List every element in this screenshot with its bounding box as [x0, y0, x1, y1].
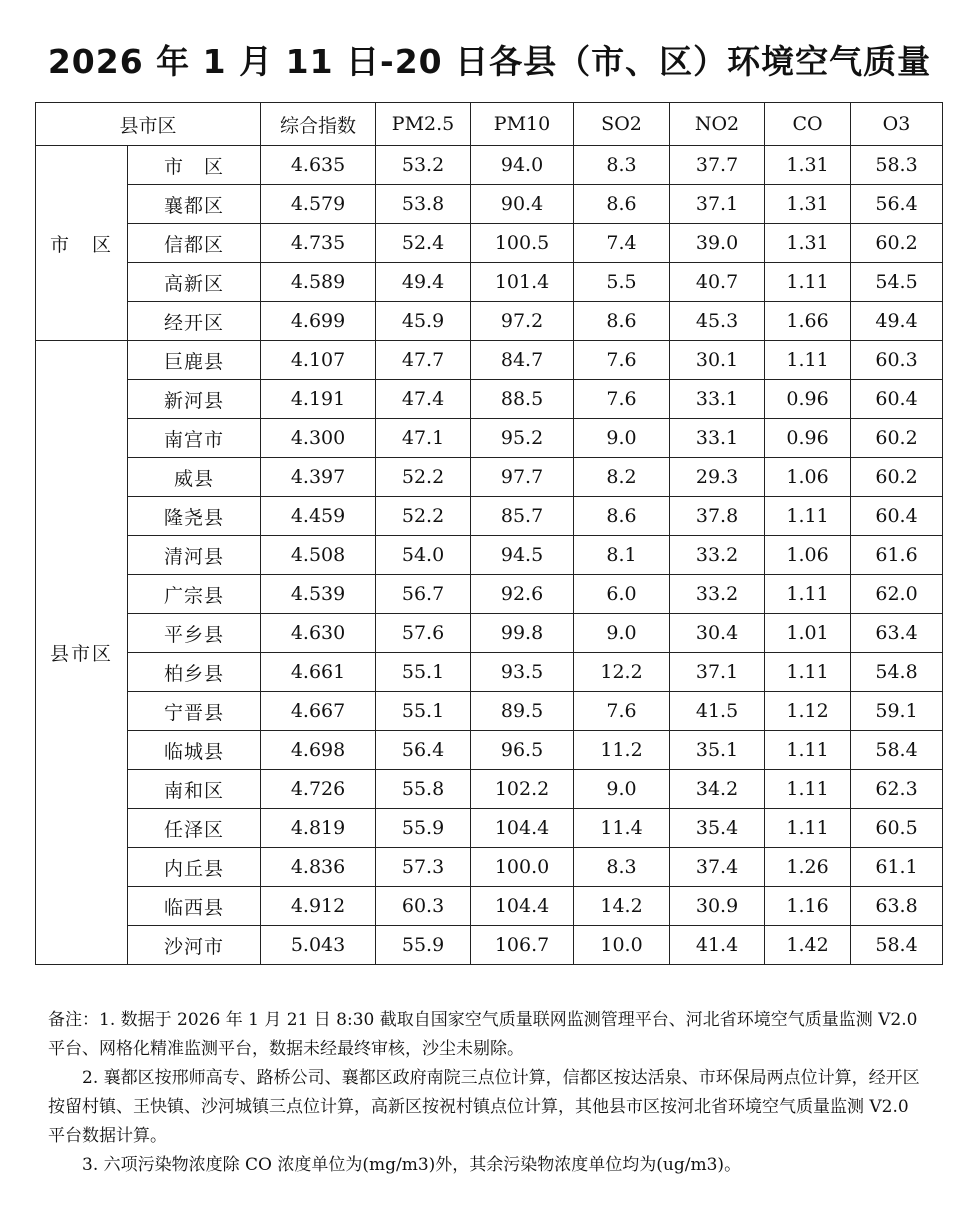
table-row	[36, 146, 943, 185]
composite-index-cell: 4.539	[261, 575, 376, 614]
air-quality-table	[35, 102, 943, 965]
no2-cell: 40.7	[670, 263, 765, 302]
so2-cell: 14.2	[574, 887, 670, 926]
header-no2: NO2	[670, 103, 765, 146]
pm25-cell: 52.4	[376, 224, 471, 263]
header-composite-index: 综合指数	[261, 103, 376, 146]
pm25-cell: 53.2	[376, 146, 471, 185]
pm25-cell: 60.3	[376, 887, 471, 926]
no2-cell: 37.8	[670, 497, 765, 536]
region-name: 襄都区	[128, 185, 261, 224]
o3-cell: 59.1	[851, 692, 943, 731]
header-row	[36, 103, 943, 146]
pm25-cell: 56.4	[376, 731, 471, 770]
note-3: 3. 六项污染物浓度除 CO 浓度单位为(mg/m3)外，其余污染物浓度单位均为(ug/m3)。	[82, 1155, 742, 1175]
composite-index-cell: 4.300	[261, 419, 376, 458]
region-name: 平乡县	[128, 614, 261, 653]
o3-cell: 49.4	[851, 302, 943, 341]
composite-index-cell: 4.836	[261, 848, 376, 887]
header-region: 县市区	[36, 103, 261, 146]
table-row	[36, 380, 943, 419]
region-name: 隆尧县	[128, 497, 261, 536]
pm10-cell: 88.5	[471, 380, 574, 419]
so2-cell: 9.0	[574, 614, 670, 653]
pm25-cell: 47.1	[376, 419, 471, 458]
so2-cell: 8.1	[574, 536, 670, 575]
so2-cell: 9.0	[574, 419, 670, 458]
no2-cell: 37.7	[670, 146, 765, 185]
pm10-cell: 94.5	[471, 536, 574, 575]
composite-index-cell: 4.630	[261, 614, 376, 653]
co-cell: 1.11	[765, 263, 851, 302]
so2-cell: 12.2	[574, 653, 670, 692]
o3-cell: 56.4	[851, 185, 943, 224]
table-row	[36, 614, 943, 653]
o3-cell: 60.4	[851, 380, 943, 419]
region-name: 巨鹿县	[128, 341, 261, 380]
co-cell: 0.96	[765, 380, 851, 419]
note-2: 2. 襄都区按邢师高专、路桥公司、襄都区政府南院三点位计算，信都区按达活泉、市环保局两点位计算，经开区按留村镇、王快镇、沙河城镇三点位计算，高新区按祝村镇点位计算，其他县市区按河北省环境空气质量监测 V2.0 平台数据计算。	[48, 1068, 920, 1146]
pm10-cell: 102.2	[471, 770, 574, 809]
region-name: 宁晋县	[128, 692, 261, 731]
co-cell: 1.06	[765, 536, 851, 575]
pm25-cell: 55.1	[376, 653, 471, 692]
table-row	[36, 536, 943, 575]
notes	[48, 1006, 928, 1180]
co-cell: 1.11	[765, 341, 851, 380]
co-cell: 1.11	[765, 575, 851, 614]
region-name: 临城县	[128, 731, 261, 770]
composite-index-cell: 4.191	[261, 380, 376, 419]
pm10-cell: 94.0	[471, 146, 574, 185]
composite-index-cell: 4.667	[261, 692, 376, 731]
pm10-cell: 85.7	[471, 497, 574, 536]
table-row	[36, 497, 943, 536]
so2-cell: 10.0	[574, 926, 670, 965]
pm10-cell: 100.5	[471, 224, 574, 263]
so2-cell: 8.6	[574, 185, 670, 224]
no2-cell: 37.1	[670, 653, 765, 692]
table-row	[36, 809, 943, 848]
table-row	[36, 770, 943, 809]
region-name: 清河县	[128, 536, 261, 575]
o3-cell: 58.4	[851, 926, 943, 965]
region-name: 南宫市	[128, 419, 261, 458]
o3-cell: 60.2	[851, 224, 943, 263]
no2-cell: 41.5	[670, 692, 765, 731]
region-name: 柏乡县	[128, 653, 261, 692]
so2-cell: 8.2	[574, 458, 670, 497]
table-row	[36, 926, 943, 965]
pm25-cell: 52.2	[376, 458, 471, 497]
co-cell: 1.01	[765, 614, 851, 653]
region-name: 内丘县	[128, 848, 261, 887]
region-name: 威县	[128, 458, 261, 497]
region-name: 经开区	[128, 302, 261, 341]
table-row	[36, 692, 943, 731]
composite-index-cell: 4.735	[261, 224, 376, 263]
pm25-cell: 55.1	[376, 692, 471, 731]
pm10-cell: 99.8	[471, 614, 574, 653]
composite-index-cell: 4.912	[261, 887, 376, 926]
no2-cell: 30.1	[670, 341, 765, 380]
o3-cell: 54.5	[851, 263, 943, 302]
composite-index-cell: 4.661	[261, 653, 376, 692]
o3-cell: 60.4	[851, 497, 943, 536]
o3-cell: 62.0	[851, 575, 943, 614]
table-row	[36, 185, 943, 224]
composite-index-cell: 4.726	[261, 770, 376, 809]
o3-cell: 61.1	[851, 848, 943, 887]
co-cell: 1.31	[765, 224, 851, 263]
composite-index-cell: 4.635	[261, 146, 376, 185]
o3-cell: 58.3	[851, 146, 943, 185]
pm10-cell: 104.4	[471, 809, 574, 848]
no2-cell: 45.3	[670, 302, 765, 341]
so2-cell: 7.6	[574, 692, 670, 731]
pm25-cell: 55.8	[376, 770, 471, 809]
no2-cell: 35.1	[670, 731, 765, 770]
o3-cell: 61.6	[851, 536, 943, 575]
region-name: 高新区	[128, 263, 261, 302]
co-cell: 1.42	[765, 926, 851, 965]
co-cell: 1.66	[765, 302, 851, 341]
group-label: 县市区	[36, 341, 128, 965]
region-name: 南和区	[128, 770, 261, 809]
o3-cell: 63.8	[851, 887, 943, 926]
so2-cell: 7.6	[574, 341, 670, 380]
header-so2: SO2	[574, 103, 670, 146]
co-cell: 0.96	[765, 419, 851, 458]
table-row	[36, 224, 943, 263]
so2-cell: 11.4	[574, 809, 670, 848]
no2-cell: 39.0	[670, 224, 765, 263]
co-cell: 1.11	[765, 653, 851, 692]
co-cell: 1.11	[765, 497, 851, 536]
header-co: CO	[765, 103, 851, 146]
pm10-cell: 97.7	[471, 458, 574, 497]
pm25-cell: 53.8	[376, 185, 471, 224]
header-pm10: PM10	[471, 103, 574, 146]
pm10-cell: 96.5	[471, 731, 574, 770]
no2-cell: 33.1	[670, 419, 765, 458]
pm25-cell: 57.6	[376, 614, 471, 653]
pm10-cell: 92.6	[471, 575, 574, 614]
so2-cell: 7.6	[574, 380, 670, 419]
no2-cell: 33.2	[670, 536, 765, 575]
region-name: 广宗县	[128, 575, 261, 614]
region-name: 临西县	[128, 887, 261, 926]
composite-index-cell: 4.459	[261, 497, 376, 536]
co-cell: 1.31	[765, 146, 851, 185]
no2-cell: 41.4	[670, 926, 765, 965]
pm25-cell: 55.9	[376, 809, 471, 848]
note-1: 备注：1. 数据于 2026 年 1 月 21 日 8:30 截取自国家空气质量联网监测管理平台、河北省环境空气质量监测 V2.0 平台、网格化精准监测平台，数据未经最终审核，沙尘未剔除。	[48, 1010, 918, 1059]
composite-index-cell: 4.508	[261, 536, 376, 575]
table-row	[36, 341, 943, 380]
pm25-cell: 47.7	[376, 341, 471, 380]
pm10-cell: 101.4	[471, 263, 574, 302]
table-row	[36, 458, 943, 497]
composite-index-cell: 4.819	[261, 809, 376, 848]
so2-cell: 11.2	[574, 731, 670, 770]
so2-cell: 7.4	[574, 224, 670, 263]
composite-index-cell: 5.043	[261, 926, 376, 965]
so2-cell: 5.5	[574, 263, 670, 302]
composite-index-cell: 4.699	[261, 302, 376, 341]
so2-cell: 8.6	[574, 302, 670, 341]
table-row	[36, 419, 943, 458]
composite-index-cell: 4.397	[261, 458, 376, 497]
pm10-cell: 106.7	[471, 926, 574, 965]
no2-cell: 35.4	[670, 809, 765, 848]
region-name: 任泽区	[128, 809, 261, 848]
pm25-cell: 57.3	[376, 848, 471, 887]
pm25-cell: 45.9	[376, 302, 471, 341]
co-cell: 1.11	[765, 731, 851, 770]
o3-cell: 62.3	[851, 770, 943, 809]
composite-index-cell: 4.589	[261, 263, 376, 302]
table-row	[36, 653, 943, 692]
no2-cell: 37.1	[670, 185, 765, 224]
no2-cell: 37.4	[670, 848, 765, 887]
table-row	[36, 302, 943, 341]
pm25-cell: 55.9	[376, 926, 471, 965]
co-cell: 1.26	[765, 848, 851, 887]
region-name: 新河县	[128, 380, 261, 419]
table-row	[36, 887, 943, 926]
o3-cell: 60.3	[851, 341, 943, 380]
no2-cell: 30.4	[670, 614, 765, 653]
pm10-cell: 95.2	[471, 419, 574, 458]
o3-cell: 60.5	[851, 809, 943, 848]
so2-cell: 9.0	[574, 770, 670, 809]
pm10-cell: 93.5	[471, 653, 574, 692]
page-title: 2026 年 1 月 11 日-20 日各县（市、区）环境空气质量	[47, 42, 932, 81]
composite-index-cell: 4.579	[261, 185, 376, 224]
no2-cell: 34.2	[670, 770, 765, 809]
so2-cell: 6.0	[574, 575, 670, 614]
pm10-cell: 89.5	[471, 692, 574, 731]
region-name: 沙河市	[128, 926, 261, 965]
no2-cell: 33.1	[670, 380, 765, 419]
so2-cell: 8.3	[574, 848, 670, 887]
pm25-cell: 49.4	[376, 263, 471, 302]
header-pm25: PM2.5	[376, 103, 471, 146]
table-row	[36, 731, 943, 770]
pm25-cell: 47.4	[376, 380, 471, 419]
composite-index-cell: 4.107	[261, 341, 376, 380]
o3-cell: 63.4	[851, 614, 943, 653]
no2-cell: 33.2	[670, 575, 765, 614]
table-row	[36, 848, 943, 887]
so2-cell: 8.6	[574, 497, 670, 536]
co-cell: 1.31	[765, 185, 851, 224]
o3-cell: 60.2	[851, 458, 943, 497]
co-cell: 1.11	[765, 809, 851, 848]
no2-cell: 30.9	[670, 887, 765, 926]
region-name: 市 区	[128, 146, 261, 185]
no2-cell: 29.3	[670, 458, 765, 497]
table-header	[36, 103, 943, 146]
region-name: 信都区	[128, 224, 261, 263]
pm10-cell: 97.2	[471, 302, 574, 341]
header-o3: O3	[851, 103, 943, 146]
so2-cell: 8.3	[574, 146, 670, 185]
table-row	[36, 263, 943, 302]
pm25-cell: 52.2	[376, 497, 471, 536]
group-label: 市 区	[36, 146, 128, 341]
pm25-cell: 56.7	[376, 575, 471, 614]
o3-cell: 58.4	[851, 731, 943, 770]
pm10-cell: 84.7	[471, 341, 574, 380]
table-row	[36, 575, 943, 614]
co-cell: 1.11	[765, 770, 851, 809]
co-cell: 1.16	[765, 887, 851, 926]
pm25-cell: 54.0	[376, 536, 471, 575]
o3-cell: 60.2	[851, 419, 943, 458]
pm10-cell: 100.0	[471, 848, 574, 887]
composite-index-cell: 4.698	[261, 731, 376, 770]
co-cell: 1.12	[765, 692, 851, 731]
co-cell: 1.06	[765, 458, 851, 497]
pm10-cell: 104.4	[471, 887, 574, 926]
pm10-cell: 90.4	[471, 185, 574, 224]
table-body	[36, 146, 943, 965]
o3-cell: 54.8	[851, 653, 943, 692]
